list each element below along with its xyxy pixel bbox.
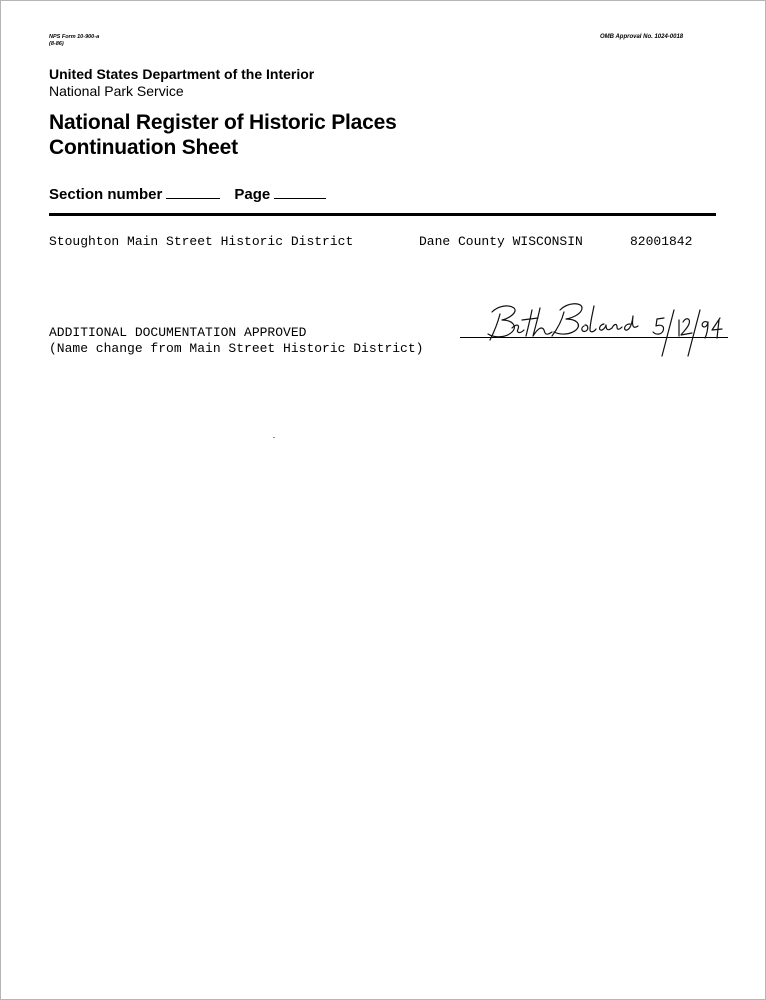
- section-number-label: Section number: [49, 186, 163, 203]
- form-revision-text: (8-86): [49, 41, 64, 47]
- approval-block: [49, 325, 423, 356]
- section-page-fields: [49, 186, 326, 203]
- omb-approval: OMB Approval No. 1024-0018: [600, 34, 684, 40]
- section-number-field: [166, 188, 220, 199]
- district-record-line: [49, 234, 693, 249]
- scan-speck: [273, 437, 275, 438]
- approval-line-1: ADDITIONAL DOCUMENTATION APPROVED: [49, 325, 307, 340]
- form-number-text: NPS Form 10-900-a: [49, 34, 100, 40]
- title-line-1: National Register of Historic Places: [49, 111, 397, 134]
- service-name: National Park Service: [49, 83, 184, 99]
- county-state: Dane County WISCONSIN: [419, 234, 583, 249]
- reference-number: 82001842: [630, 234, 693, 249]
- agency-block: [49, 66, 314, 100]
- district-name: Stoughton Main Street Historic District: [49, 234, 354, 249]
- header-rule: [49, 213, 716, 216]
- page-label: Page: [234, 186, 271, 203]
- title-line-2: Continuation Sheet: [49, 136, 238, 159]
- form-number: [49, 34, 99, 48]
- approval-line-2: (Name change from Main Street Historic District): [49, 340, 424, 356]
- handwritten-signature: [478, 298, 738, 368]
- page-title: [49, 110, 397, 160]
- page-field: [274, 188, 326, 199]
- department-name: United States Department of the Interior: [49, 66, 315, 82]
